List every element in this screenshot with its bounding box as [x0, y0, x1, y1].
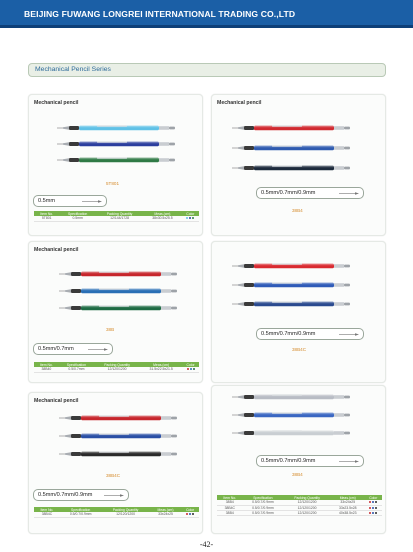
color-dot: [192, 217, 194, 219]
table-header: Meas.(cm): [150, 507, 182, 512]
lead-size-text: 0.5mm/0.7mm: [38, 346, 74, 352]
color-dot: [375, 512, 377, 514]
lead-size-box: [256, 328, 364, 340]
pencil-image: [59, 451, 177, 457]
product-card-38b4: [211, 94, 386, 236]
table-cell: 38B4: [217, 510, 243, 515]
pencil-tip-icon: [88, 347, 108, 352]
pencil-image: [232, 145, 350, 151]
color-swatches: [365, 510, 382, 515]
table-cell: 12/120/1200: [283, 500, 331, 505]
card-title: Mechanical pencil: [217, 100, 262, 106]
table-cell: 33x24x25: [331, 500, 365, 505]
product-card-38b4-b: [211, 385, 386, 534]
lead-size-text: 0.5mm/0.7mm/0.9mm: [261, 458, 316, 464]
color-dot: [189, 217, 191, 219]
pencil-image: [232, 412, 350, 418]
table-cell: 33x23.5x28: [331, 505, 365, 510]
pencil-image: [232, 301, 350, 307]
table-row: [217, 510, 382, 515]
pencil-image: [59, 433, 177, 439]
table-header: Item No.: [217, 495, 243, 500]
table-cell: 33x24x25: [150, 512, 182, 517]
spec-table: [34, 211, 199, 222]
header-strip: [0, 25, 413, 28]
table-cell: 38B4C: [217, 505, 243, 510]
table-cell: 12/144/1728: [96, 216, 143, 221]
color-dot: [375, 507, 377, 509]
pencil-image: [232, 394, 350, 400]
pencil-image: [59, 288, 177, 294]
header-bar: [0, 0, 413, 28]
color-dot: [369, 512, 371, 514]
table-header: Specification: [243, 495, 284, 500]
lead-size-box: [256, 187, 364, 199]
product-card-38b4c-b: [211, 241, 386, 383]
table-row: [34, 512, 199, 517]
company-name: BEIJING FUWANG LONGREI INTERNATIONAL TRADING CO.,LTD: [24, 9, 296, 19]
table-cell: 12/120/1200: [283, 510, 331, 515]
table-cell: 12/120/1200: [94, 367, 140, 372]
color-dot: [369, 501, 371, 503]
table-row: [34, 216, 199, 221]
table-cell: 0.5/0.7/0.9mm: [243, 510, 284, 515]
table-header: Item No.: [34, 507, 60, 512]
table-cell: 12/120/1200: [283, 505, 331, 510]
pencil-image: [232, 263, 350, 269]
table-cell: 0.5mm: [59, 216, 95, 221]
lead-size-box: [33, 343, 113, 355]
model-label: 38B4C: [106, 473, 121, 478]
lead-size-box: [33, 195, 107, 207]
card-title: Mechanical pencil: [34, 398, 79, 404]
color-dot: [186, 513, 188, 515]
table-header: Packing Quantity: [96, 211, 143, 216]
model-label: 38B: [106, 327, 115, 332]
lead-size-box: [33, 489, 129, 501]
pencil-image: [57, 157, 175, 163]
table-cell: 38B4C: [34, 512, 60, 517]
table-header: Meas.(cm): [331, 495, 365, 500]
table-header: Specification: [59, 211, 95, 216]
table-cell: 5T801: [34, 216, 59, 221]
model-label: 38B4C: [292, 347, 307, 352]
spec-table: [34, 362, 199, 373]
lead-size-box: [256, 455, 364, 467]
table-header: Specification: [60, 507, 101, 512]
pencil-image: [57, 141, 175, 147]
pencil-image: [232, 282, 350, 288]
color-dot: [192, 513, 194, 515]
section-title: Mechanical Pencil Series: [35, 66, 111, 73]
color-dot: [193, 368, 195, 370]
color-dot: [189, 513, 191, 515]
lead-size-text: 0.5mm/0.7mm/0.9mm: [38, 492, 93, 498]
pencil-image: [232, 125, 350, 131]
page-number: -42-: [199, 540, 214, 549]
pencil-image: [232, 430, 350, 436]
table-cell: 40x38.5x23: [331, 510, 365, 515]
color-swatches: [182, 367, 199, 372]
pencil-tip-icon: [339, 191, 359, 196]
color-dot: [187, 368, 189, 370]
color-swatches: [181, 512, 199, 517]
table-cell: 0.5/0.7/0.9mm: [243, 505, 284, 510]
table-cell: 0.5/0.7/0.9mm: [60, 512, 101, 517]
pencil-image: [59, 415, 177, 421]
card-title: Mechanical pencil: [34, 247, 79, 253]
lead-size-text: 0.5mm/0.7mm/0.9mm: [261, 190, 316, 196]
table-header: Item No.: [34, 211, 59, 216]
model-label: 5T801: [106, 181, 120, 186]
table-header: Color: [181, 507, 199, 512]
table-cell: 38B40: [34, 367, 59, 372]
color-dot: [372, 512, 374, 514]
pencil-image: [232, 165, 350, 171]
table-header: Color: [182, 362, 199, 367]
color-dot: [369, 507, 371, 509]
pencil-tip-icon: [104, 493, 124, 498]
table-header: Specification: [59, 362, 94, 367]
color-dot: [186, 217, 188, 219]
section-header: [28, 63, 386, 77]
lead-size-text: 0.5mm/0.7mm/0.9mm: [261, 331, 316, 337]
table-header: Packing Quantity: [283, 495, 331, 500]
spec-table: [217, 495, 382, 516]
table-cell: 0.5/0.7mm: [59, 367, 94, 372]
table-row: [34, 367, 199, 372]
pencil-tip-icon: [339, 332, 359, 337]
product-card-38b: [28, 241, 203, 383]
product-card-38b4c: [28, 392, 203, 534]
pencil-image: [59, 305, 177, 311]
card-title: Mechanical pencil: [34, 100, 79, 106]
table-header: Color: [365, 495, 382, 500]
table-header: Color: [182, 211, 199, 216]
color-dot: [372, 507, 374, 509]
table-cell: 0.5/0.7/0.9mm: [243, 500, 284, 505]
pencil-image: [57, 125, 175, 131]
table-cell: 12/120/1200: [101, 512, 149, 517]
table-header: Packing Quantity: [94, 362, 140, 367]
color-dot: [190, 368, 192, 370]
table-header: Packing Quantity: [101, 507, 149, 512]
spec-table: [34, 507, 199, 518]
table-header: Meas.(cm): [143, 211, 181, 216]
pencil-tip-icon: [339, 459, 359, 464]
table-cell: 38x30.5x25.5: [143, 216, 181, 221]
color-swatches: [182, 216, 199, 221]
pencil-image: [59, 271, 177, 277]
table-header: Item No.: [34, 362, 59, 367]
color-dot: [372, 501, 374, 503]
lead-size-text: 0.5mm: [38, 198, 56, 204]
table-cell: 31.5x22.5x21.5: [140, 367, 182, 372]
model-label: 38B4: [292, 208, 303, 213]
pencil-tip-icon: [82, 199, 102, 204]
color-dot: [375, 501, 377, 503]
table-header: Meas.(cm): [140, 362, 182, 367]
table-cell: 38B4: [217, 500, 243, 505]
model-label: 38B4: [292, 472, 303, 477]
product-card-5t801: [28, 94, 203, 236]
